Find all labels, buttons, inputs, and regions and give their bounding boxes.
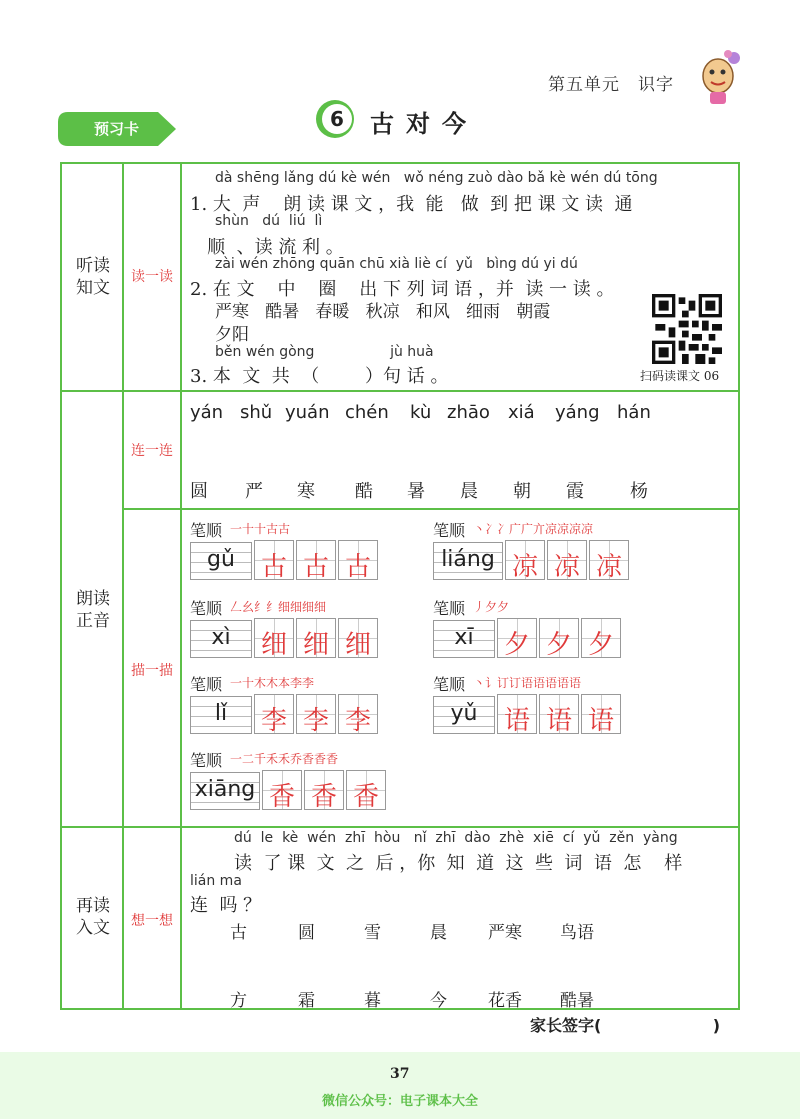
q1-pinyin: dà shēng lǎng dú kè wén wǒ néng zuò dào bǎ kè wén dú tōng — [215, 170, 658, 186]
stroke-order-label: 笔顺 — [190, 599, 223, 618]
think-word[interactable]: 霜 — [298, 991, 315, 1011]
q3-pinyin: běn wén gòng jù huà — [215, 344, 434, 360]
tian-grid-cell[interactable] — [581, 618, 621, 658]
think-word[interactable]: 酷暑 — [560, 991, 594, 1011]
connect-pinyin[interactable]: shǔ — [240, 402, 273, 423]
pinyin-box — [190, 542, 252, 580]
tian-grid-cell[interactable] — [338, 540, 378, 580]
pinyin-text: xiāng — [194, 777, 256, 802]
unit-title: 第五单元 识字 — [548, 75, 674, 95]
section-line: 正音 — [76, 611, 110, 631]
trace-char: 凉 — [595, 552, 622, 582]
think-word[interactable]: 方 — [230, 991, 247, 1011]
trace-char: 古 — [344, 552, 371, 582]
think-word[interactable]: 今 — [430, 991, 447, 1011]
section-listen-read — [62, 255, 124, 299]
connect-char[interactable]: 暑 — [407, 481, 425, 502]
pinyin-box — [190, 772, 260, 810]
think-word[interactable]: 雪 — [364, 923, 381, 943]
section-line: 知文 — [76, 278, 110, 298]
connect-pinyin[interactable]: chén — [345, 402, 389, 423]
stroke-sequence: 丶讠订订语语语语语 — [473, 676, 582, 690]
mascot-icon — [698, 48, 742, 106]
trace-char: 夕 — [503, 630, 530, 660]
pinyin-box — [433, 542, 503, 580]
trace-char: 香 — [310, 782, 337, 812]
divider — [180, 162, 182, 1010]
connect-pinyin[interactable]: yáng — [555, 402, 600, 423]
q2-words-2: 夕阳 — [215, 325, 249, 345]
tian-grid-cell[interactable] — [338, 618, 378, 658]
wechat-label: 微信公众号：电子课本大全 — [321, 1094, 478, 1109]
connect-char[interactable]: 霞 — [566, 481, 584, 502]
trace-char: 香 — [268, 782, 295, 812]
think-word[interactable]: 花香 — [488, 991, 522, 1011]
tian-grid-cell[interactable] — [296, 540, 336, 580]
trace-char: 凉 — [553, 552, 580, 582]
tian-grid-cell[interactable] — [497, 694, 537, 734]
trace-char: 语 — [587, 706, 614, 736]
divider — [122, 508, 740, 510]
stroke-order-label: 笔顺 — [433, 521, 466, 540]
pinyin-text: liáng — [441, 547, 495, 572]
connect-pinyin[interactable]: yán — [190, 402, 224, 423]
trace-char: 语 — [545, 706, 572, 736]
trace-char: 凉 — [511, 552, 538, 582]
tian-grid-cell[interactable] — [254, 618, 294, 658]
pinyin-text: lǐ — [214, 701, 228, 726]
section-line: 朗读 — [76, 589, 110, 609]
section-line: 入文 — [76, 918, 110, 938]
stroke-sequence: 一二千禾禾乔香香香 — [230, 752, 339, 766]
lesson-number-badge — [316, 100, 354, 138]
think-word[interactable]: 古 — [230, 923, 247, 943]
stroke-order-label: 笔顺 — [190, 751, 223, 770]
trace-char: 古 — [302, 552, 329, 582]
sub-read: 读一读 — [131, 269, 173, 285]
divider — [60, 826, 740, 828]
connect-char[interactable]: 严 — [245, 481, 263, 502]
tian-grid-cell[interactable] — [262, 770, 302, 810]
connect-char[interactable]: 酷 — [355, 481, 373, 502]
q2-pinyin: zài wén zhōng quān chū xià liè cí yǔ bìng dú yi dú — [215, 256, 578, 272]
tian-grid-cell[interactable] — [581, 694, 621, 734]
stroke-sequence: 一十木木本李李 — [230, 676, 315, 690]
think-pinyin: dú le kè wén zhī hòu nǐ zhī dào zhè xiē cí yǔ zěn yàng — [234, 830, 678, 846]
connect-pinyin[interactable]: yuán — [285, 402, 330, 423]
trace-char: 夕 — [587, 630, 614, 660]
trace-char: 细 — [344, 630, 371, 660]
card-tab-label: 预习卡 — [94, 120, 140, 138]
connect-char[interactable]: 晨 — [460, 481, 478, 502]
tian-grid-cell[interactable] — [497, 618, 537, 658]
sub-connect: 连一连 — [131, 443, 173, 459]
pinyin-text: xì — [211, 625, 231, 650]
qr-label: 扫码读课文 06 — [640, 369, 720, 383]
pinyin-box — [433, 620, 495, 658]
think-word[interactable]: 严寒 — [488, 923, 522, 943]
connect-pinyin[interactable]: xiá — [508, 402, 535, 423]
section-read-aloud — [62, 588, 124, 632]
connect-char[interactable]: 朝 — [513, 481, 531, 502]
trace-char: 李 — [260, 706, 287, 736]
pinyin-box — [433, 696, 495, 734]
tian-grid-cell[interactable] — [296, 618, 336, 658]
connect-pinyin[interactable]: hán — [617, 402, 651, 423]
trace-char: 语 — [503, 706, 530, 736]
trace-char: 细 — [260, 630, 287, 660]
tian-grid-cell[interactable] — [346, 770, 386, 810]
tian-grid-cell[interactable] — [296, 694, 336, 734]
lesson-number: 6 — [322, 104, 352, 134]
connect-char[interactable]: 杨 — [630, 481, 648, 502]
connect-char[interactable]: 圆 — [190, 481, 208, 502]
lesson-title: 古对今 — [370, 109, 478, 138]
preview-card-tab — [58, 112, 178, 146]
trace-char: 李 — [344, 706, 371, 736]
connect-pinyin[interactable]: kù — [410, 402, 432, 423]
stroke-sequence: 一十十古古 — [230, 522, 291, 536]
trace-char: 李 — [302, 706, 329, 736]
trace-char: 香 — [352, 782, 379, 812]
think-word[interactable]: 暮 — [364, 991, 381, 1011]
pinyin-box — [190, 620, 252, 658]
tian-grid-cell[interactable] — [539, 694, 579, 734]
think-word[interactable]: 圆 — [298, 923, 315, 943]
trace-char: 夕 — [545, 630, 572, 660]
tian-grid-cell[interactable] — [254, 694, 294, 734]
section-line: 听读 — [76, 256, 110, 276]
q3-text: 3. 本 文 共 （ ）句 话 。 — [190, 366, 449, 387]
sub-think: 想一想 — [131, 913, 173, 929]
stroke-order-label: 笔顺 — [190, 675, 223, 694]
pinyin-text: xī — [454, 625, 474, 650]
tian-grid-cell[interactable] — [539, 618, 579, 658]
tian-grid-cell[interactable] — [589, 540, 629, 580]
tian-grid-cell[interactable] — [338, 694, 378, 734]
sign-text: 家长签字( ) — [530, 1016, 721, 1035]
think-text-2: 连 吗 ？ — [190, 895, 262, 916]
q2-words: 严寒 酷暑 春暖 秋凉 和风 细雨 朝霞 — [215, 302, 551, 322]
stroke-sequence: 丿夕夕 — [473, 600, 510, 614]
stroke-order-label: 笔顺 — [433, 599, 466, 618]
stroke-order-label: 笔顺 — [190, 521, 223, 540]
parent-signature[interactable] — [530, 1013, 720, 1036]
sub-trace: 描一描 — [131, 663, 173, 679]
think-word[interactable]: 鸟语 — [560, 923, 594, 943]
q1-text-2: 顺 、读 流 利 。 — [190, 237, 344, 258]
connect-pinyin[interactable]: zhāo — [447, 402, 490, 423]
section-line: 再读 — [76, 896, 110, 916]
pinyin-box — [190, 696, 252, 734]
trace-char: 细 — [302, 630, 329, 660]
pinyin-text: yǔ — [450, 701, 478, 726]
tian-grid-cell[interactable] — [304, 770, 344, 810]
think-word[interactable]: 晨 — [430, 923, 447, 943]
qr-code-icon[interactable] — [652, 294, 722, 364]
trace-char: 古 — [260, 552, 287, 582]
tian-grid-cell[interactable] — [547, 540, 587, 580]
think-text: 读 了 课 文 之 后 ，你 知 道 这 些 词 语 怎 样 — [234, 853, 683, 874]
tian-grid-cell[interactable] — [505, 540, 545, 580]
connect-char[interactable]: 寒 — [297, 481, 315, 502]
think-pinyin-2: lián ma — [190, 873, 242, 889]
section-reread — [62, 895, 124, 939]
page-number: 37 — [390, 1066, 410, 1082]
divider — [60, 390, 740, 392]
q1-pinyin-2: shùn dú liú lì — [215, 213, 323, 229]
stroke-sequence: 丶冫冫广广亣凉凉凉凉 — [473, 522, 594, 536]
pinyin-text: gǔ — [207, 547, 235, 572]
q2-text: 2. 在 文 中 圈 出 下 列 词 语 ，并 读 一 读 。 — [190, 279, 615, 300]
stroke-sequence: 𠃋幺纟纟细细细细 — [230, 600, 327, 614]
stroke-order-label: 笔顺 — [433, 675, 466, 694]
tian-grid-cell[interactable] — [254, 540, 294, 580]
q1-text: 1. 大 声 朗 读 课 文 ，我 能 做 到 把 课 文 读 通 — [190, 194, 633, 215]
